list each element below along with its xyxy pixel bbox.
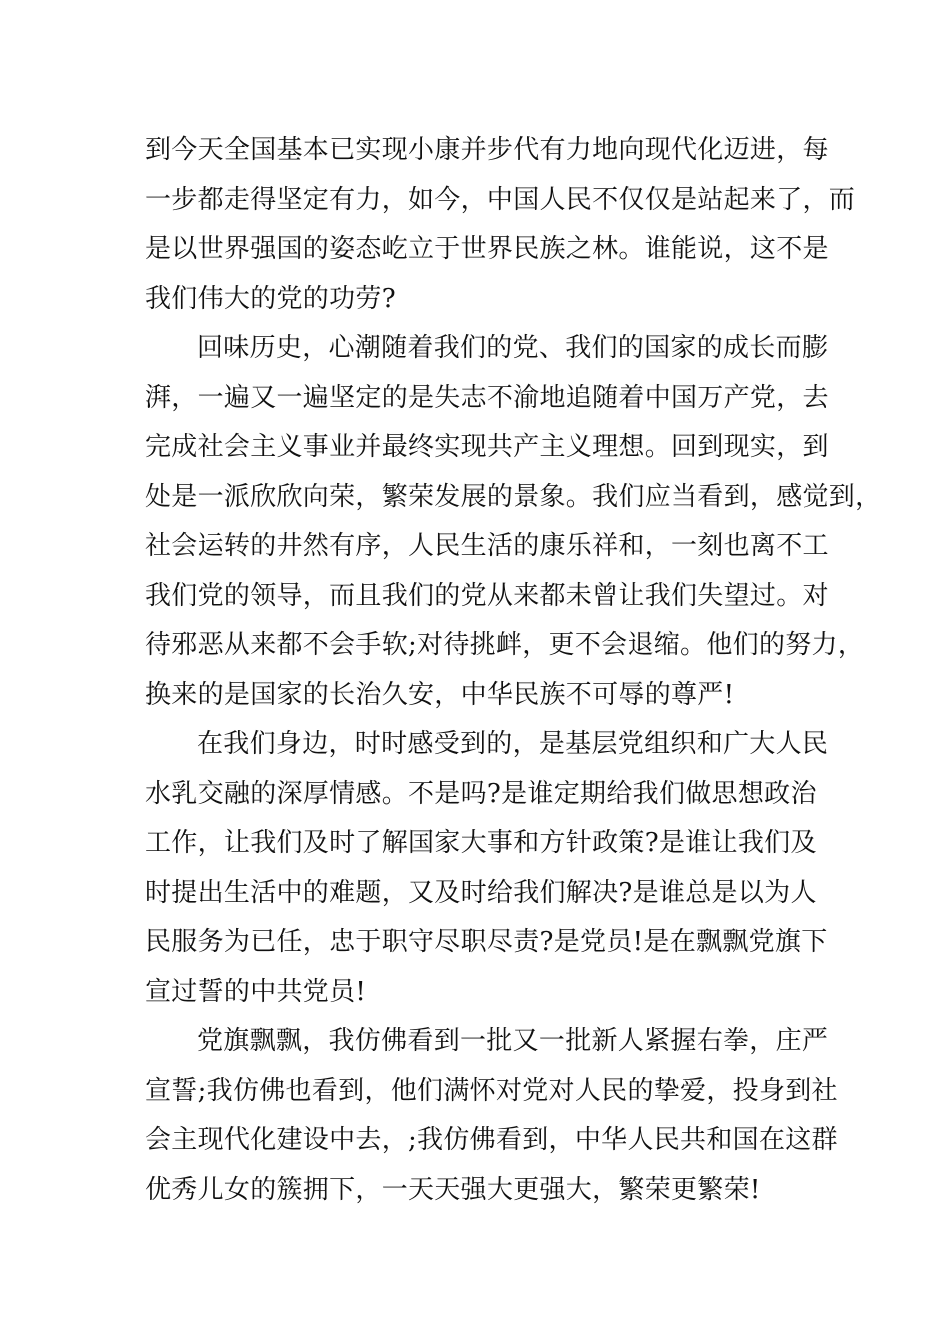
paragraph-1 [145,126,856,324]
text-line: 我们伟大的党的功劳? [145,283,396,314]
text-line: 宣誓;我仿佛也看到，他们满怀对党对人民的挚爱，投身到社 [145,1075,838,1106]
text-line: 会主现代化建设中去，;我仿佛看到，中华人民共和国在这群 [145,1125,838,1155]
text-line: 社会运转的井然有序，人民生活的康乐祥和，一刻也离不工 [145,531,829,561]
paragraph-2 [145,324,882,720]
text-line: 民服务为已任，忠于职守尽职尽责?是党员!是在飘飘党旗下 [145,927,828,957]
text-line: 我们党的领导，而且我们的党从来都未曾让我们失望过。对 [145,580,829,611]
paragraph-3 [145,720,829,1017]
paragraph-4 [145,1017,838,1215]
text-line: 在我们身边，时时感受到的，是基层党组织和广大人民 [197,729,829,759]
text-line: 党旗飘飘，我仿佛看到一批又一批新人紧握右拳，庄严 [197,1026,829,1056]
document-body [145,126,882,1215]
text-line: 是以世界强国的姿态屹立于世界民族之林。谁能说，这不是 [145,234,829,264]
text-line: 换来的是国家的长治久安，中华民族不可辱的尊严! [145,679,735,710]
text-line: 待邪恶从来都不会手软;对待挑衅，更不会退缩。他们的努力， [145,630,865,660]
text-line: 处是一派欣欣向荣，繁荣发展的景象。我们应当看到，感觉到， [145,481,882,512]
text-line: 工作，让我们及时了解国家大事和方针政策?是谁让我们及 [145,828,817,858]
text-line: 完成社会主义事业并最终实现共产主义理想。回到现实，到 [145,432,829,462]
text-line: 一步都走得坚定有力，如今，中国人民不仅仅是站起来了，而 [145,184,856,215]
text-line: 水乳交融的深厚情感。不是吗?是谁定期给我们做思想政治 [145,778,817,809]
text-line: 到今天全国基本已实现小康并步代有力地向现代化迈进，每 [145,135,829,165]
text-line: 时提出生活中的难题，又及时给我们解决?是谁总是以为人 [145,877,817,908]
text-line: 宣过誓的中共党员! [145,976,367,1007]
text-line: 优秀儿女的簇拥下，一天天强大更强大，繁荣更繁荣! [145,1174,761,1205]
text-line: 回味历史，心潮随着我们的党、我们的国家的成长而膨 [197,333,829,363]
text-line: 湃，一遍又一遍坚定的是失志不渝地追随着中国万产党，去 [145,382,829,413]
